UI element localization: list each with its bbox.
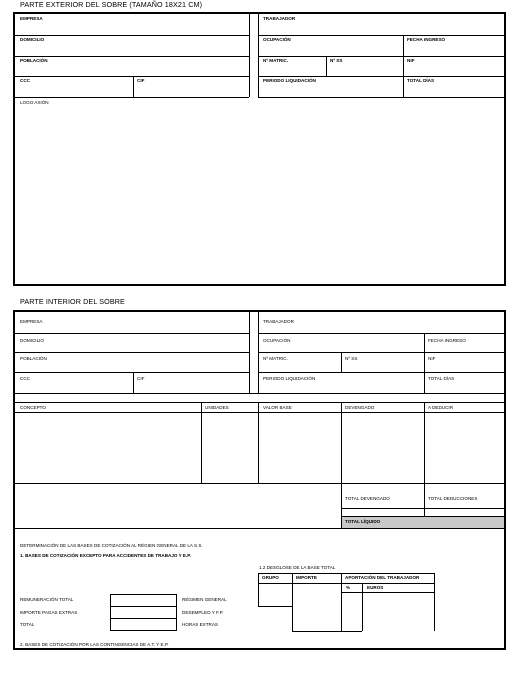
- remuneracion-total-label: REMUNERACIÓN TOTAL: [20, 597, 74, 602]
- total-deducciones-label: TOTAL DEDUCCIONES: [428, 496, 478, 501]
- desglose-divider: [341, 573, 342, 631]
- interior-row-line: [14, 352, 249, 353]
- importe-header: IMPORTE: [296, 575, 317, 580]
- pct-header: %: [346, 585, 351, 590]
- interior-right-divider: [424, 333, 425, 393]
- seccion1-heading: 1. BASES DE COTIZACIÓN EXCEPTO PARA ACCIDENTES DE TRABAJO Y E.P.: [20, 553, 192, 558]
- interior-row-line: [258, 372, 505, 373]
- interior-divider-center: [249, 311, 250, 394]
- exterior-domicilio-label: DOMICILIO: [20, 37, 45, 42]
- euros-header: EUROS: [367, 585, 384, 590]
- desglose-divider: [258, 573, 259, 606]
- desglose-heading: 1.2 DESGLOSE DE LA BASE TOTAL: [259, 565, 336, 570]
- totals-line: [341, 528, 505, 529]
- desglose-line: [258, 573, 434, 574]
- seccion2-heading: 2. BASES DE COTIZACIÓN POR LAS CONTINGENCIAS DE A.T. Y E.P.: [20, 642, 169, 647]
- remuneracion-line: [110, 618, 177, 619]
- interior-total-dias-label: TOTAL DÍAS: [428, 376, 455, 381]
- exterior-fecha-ingreso-label: FECHA INGRESO: [407, 37, 446, 42]
- desglose-line: [341, 592, 434, 593]
- desglose-divider: [362, 583, 363, 631]
- exterior-row-line: [14, 56, 249, 57]
- exterior-ccc-label: CCC: [20, 78, 30, 83]
- remuneracion-values-box: [110, 594, 177, 631]
- desglose-divider: [434, 573, 435, 631]
- interior-row-line: [14, 372, 249, 373]
- interior-title: PARTE INTERIOR DEL SOBRE: [20, 297, 125, 306]
- interior-row-line: [14, 333, 249, 334]
- total-devengado-label: TOTAL DEVENGADO: [345, 496, 390, 501]
- exterior-ccc-divider: [133, 76, 134, 97]
- concept-table-top: [14, 402, 505, 403]
- concept-col-divider: [341, 402, 342, 529]
- a-deducir-header: A DEDUCIR: [428, 405, 454, 410]
- exterior-divider-center-2: [258, 13, 259, 97]
- concept-col-divider: [424, 402, 425, 529]
- exterior-n-matric-label: Nº MATRIC.: [263, 58, 289, 63]
- concept-col-divider: [201, 402, 202, 483]
- exterior-row-line: [258, 97, 505, 98]
- interior-cif-label: CIF: [137, 376, 145, 381]
- valor-base-header: VALOR BASE: [263, 405, 292, 410]
- interior-empresa-label: EMPRESA: [20, 319, 43, 324]
- horas-extras-label: HORAS EXTRAS: [182, 622, 218, 627]
- exterior-frame: [13, 12, 506, 286]
- exterior-n-ss-label: Nº SS: [330, 58, 343, 63]
- exterior-row-line: [258, 35, 505, 36]
- interior-domicilio-label: DOMICILIO: [20, 338, 44, 343]
- concept-table-bottom: [14, 483, 505, 484]
- exterior-nif-label: NIF: [407, 58, 415, 63]
- regimen-general-label: RÉGIMEN GENERAL: [182, 597, 227, 602]
- exterior-row-line: [258, 56, 505, 57]
- interior-row-line: [258, 352, 505, 353]
- interior-row-line: [258, 333, 505, 334]
- remuneracion-line: [110, 606, 177, 607]
- exterior-row-line: [14, 97, 249, 98]
- interior-trabajador-label: TRABAJADOR: [263, 319, 294, 324]
- desglose-divider: [292, 573, 293, 631]
- desglose-line: [258, 583, 434, 584]
- concept-table-header-line: [14, 412, 505, 413]
- interior-n-matric-label: Nº MATRIC.: [263, 356, 288, 361]
- desempleo-label: DESEMPLEO Y F.P.: [182, 610, 224, 615]
- exterior-poblacion-label: POBLACIÓN: [20, 58, 48, 63]
- desglose-line: [258, 606, 292, 607]
- exterior-right-divider: [403, 35, 404, 97]
- interior-matric-divider: [341, 352, 342, 372]
- exterior-total-dias-label: TOTAL DÍAS: [407, 78, 435, 83]
- total-liquido-label: TOTAL LÍQUIDO: [345, 519, 381, 524]
- interior-poblacion-label: POBLACIÓN: [20, 356, 47, 361]
- interior-n-ss-label: Nº SS: [345, 356, 358, 361]
- concept-col-divider: [258, 402, 259, 483]
- concepto-header: CONCEPTO: [20, 405, 46, 410]
- desglose-line: [341, 631, 362, 632]
- interior-fecha-ingreso-label: FECHA INGRESO: [428, 338, 466, 343]
- exterior-cif-label: CIF: [137, 78, 145, 83]
- totals-line: [341, 516, 505, 517]
- exterior-empresa-label: EMPRESA: [20, 16, 43, 21]
- interior-ocupacion-label: OCUPACIÓN: [263, 338, 291, 343]
- exterior-row-line: [14, 76, 249, 77]
- unidades-header: UNIDADES: [205, 405, 229, 410]
- exterior-row-line: [14, 35, 249, 36]
- exterior-title: PARTE EXTERIOR DEL SOBRE (TAMAÑO 18X21 CM): [20, 0, 203, 9]
- interior-ccc-label: CCC: [20, 376, 30, 381]
- totals-line: [341, 508, 505, 509]
- section-line: [14, 528, 341, 529]
- exterior-ocupacion-label: OCUPACIÓN: [263, 37, 291, 42]
- total-label: TOTAL: [20, 622, 35, 627]
- determinacion-heading: DETERMINACIÓN DE LAS BASES DE COTIZACIÓN AL RÉGIEN GENERAL DE LA S.S.: [20, 543, 203, 548]
- interior-ccc-divider: [133, 372, 134, 393]
- grupo-header: GRUPO: [262, 575, 279, 580]
- exterior-trabajador-label: TRABAJADOR: [263, 16, 296, 21]
- aportacion-header: APORTACIÓN DEL TRABAJADOR: [345, 575, 420, 580]
- totals-right-edge: [504, 516, 505, 528]
- exterior-periodo-label: PERIODO LIQUIDACIÓN: [263, 78, 316, 83]
- devengado-header: DEVENGADO: [345, 405, 375, 410]
- interior-periodo-label: PERIODO LIQUIDACIÓN: [263, 376, 316, 381]
- exterior-row-line: [258, 76, 505, 77]
- interior-nif-label: NIF: [428, 356, 436, 361]
- exterior-logo-label: LOGO AXIÓN: [20, 100, 49, 105]
- desglose-line: [292, 631, 341, 632]
- exterior-divider-center: [249, 13, 250, 97]
- interior-row-line: [14, 393, 505, 394]
- exterior-matric-divider: [326, 56, 327, 76]
- importe-pagas-label: IMPORTE PAGAS EXTRAS: [20, 610, 78, 615]
